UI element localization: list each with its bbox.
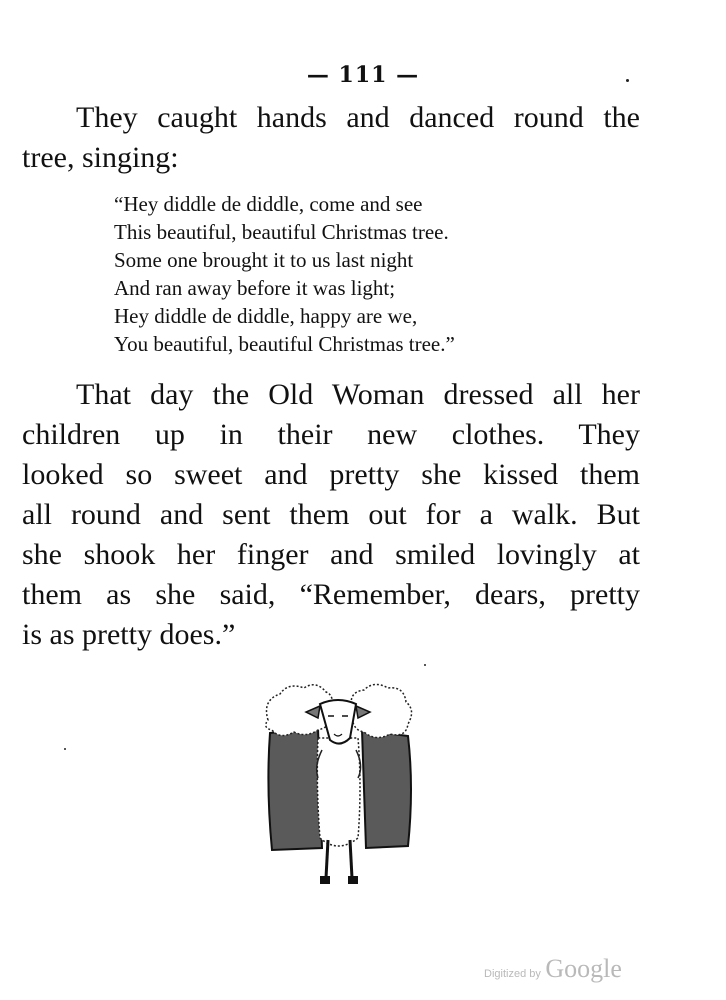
sheep-hoof-right <box>348 876 358 884</box>
poem-line: You beautiful, beautiful Christmas tree.” <box>114 332 455 356</box>
poem-line: This beautiful, beautiful Christmas tree. <box>114 220 449 244</box>
sheep-illustration <box>258 678 418 893</box>
intro-line: tree, singing: <box>22 141 179 174</box>
poem-stanza <box>114 190 455 358</box>
left-coat-panel <box>268 728 322 850</box>
sheep-leg-left <box>326 840 328 878</box>
poem-line: “Hey diddle de diddle, come and see <box>114 192 423 216</box>
poem-line: And ran away before it was light; <box>114 276 396 300</box>
story-line: children up in their new clothes. They <box>22 418 640 451</box>
sheep-head <box>320 700 356 744</box>
story-line: all round and sent them out for a walk. But <box>22 498 640 531</box>
sheep-body <box>317 738 360 846</box>
right-coat-panel <box>362 730 411 848</box>
digitized-watermark <box>484 954 622 984</box>
story-line: she shook her finger and smiled lovingly at <box>22 538 640 571</box>
print-speck <box>424 664 426 666</box>
intro-paragraph <box>22 98 640 178</box>
story-line: That day the Old Woman dressed all her <box>76 378 640 411</box>
watermark-prefix: Digitized by <box>484 968 541 980</box>
intro-line: They caught hands and danced round the <box>76 101 640 134</box>
story-paragraph <box>22 375 640 655</box>
google-logo: Google <box>545 954 622 983</box>
sheep-leg-right <box>350 840 352 878</box>
page-number: — 111 — <box>306 62 420 88</box>
story-line: is as pretty does.” <box>22 618 236 651</box>
print-speck <box>626 79 629 82</box>
story-line: looked so sweet and pretty she kissed them <box>22 458 640 491</box>
story-line: them as she said, “Remember, dears, pretty <box>22 578 640 611</box>
print-speck <box>64 748 66 750</box>
poem-line: Hey diddle de diddle, happy are we, <box>114 304 418 328</box>
poem-line: Some one brought it to us last night <box>114 248 414 272</box>
sheep-hoof-left <box>320 876 330 884</box>
